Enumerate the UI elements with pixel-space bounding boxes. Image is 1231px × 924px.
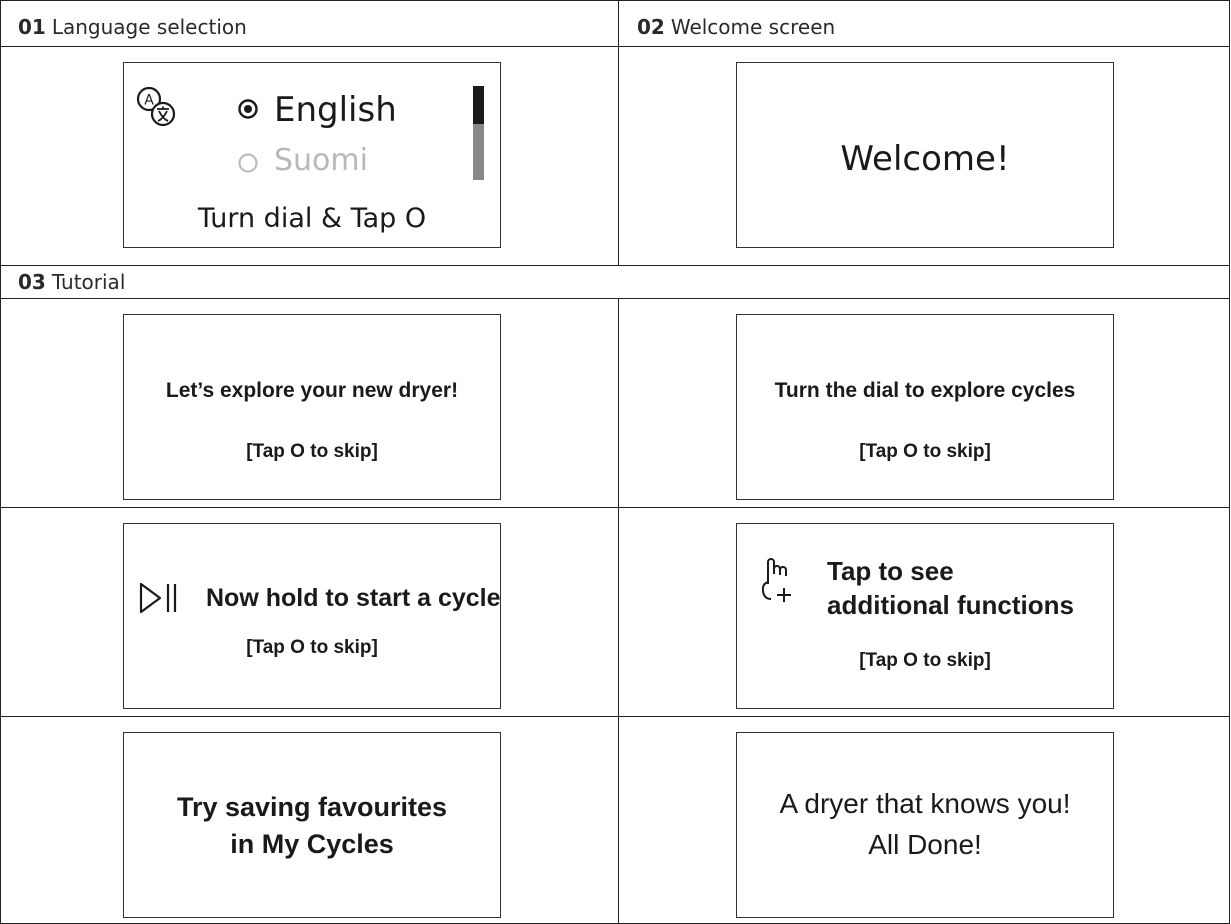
section-header-02	[619, 12, 835, 42]
section-header-03	[0, 267, 125, 297]
language-instruction: Turn dial & Tap O	[197, 203, 427, 234]
play-pause-icon	[138, 581, 186, 615]
table-border-right	[1229, 0, 1230, 924]
language-option-suomi[interactable]: Suomi	[274, 143, 368, 178]
table-border-top	[0, 0, 1230, 1]
svg-text:A: A	[144, 92, 154, 109]
skip-hint: [Tap O to skip]	[859, 441, 991, 462]
scrollbar-track[interactable]	[473, 86, 484, 180]
table-rule	[0, 716, 1230, 717]
radio-selected-icon	[237, 98, 259, 120]
welcome-text: Welcome!	[840, 139, 1010, 179]
section-number: 03	[18, 270, 46, 294]
table-rule	[0, 46, 1230, 47]
section-number: 01	[18, 15, 46, 39]
radio-english[interactable]	[237, 98, 259, 124]
skip-hint: [Tap O to skip]	[246, 637, 378, 658]
section-title: Tutorial	[51, 270, 126, 294]
skip-hint: [Tap O to skip]	[246, 441, 378, 462]
section-number: 02	[637, 15, 665, 39]
language-screen	[123, 62, 501, 248]
tutorial-screen-explore	[123, 314, 501, 500]
tutorial-text: Now hold to start a cycle	[206, 584, 501, 612]
table-rule	[0, 298, 1230, 299]
tutorial-screen-done	[736, 732, 1114, 918]
tutorial-text-line2: All Done!	[868, 829, 982, 860]
section-title: Welcome screen	[670, 15, 836, 39]
translate-icon	[134, 83, 186, 135]
tutorial-text-line1: A dryer that knows you!	[779, 788, 1071, 819]
tutorial-text-line1: Try saving favourites	[176, 792, 448, 822]
skip-hint: [Tap O to skip]	[859, 650, 991, 671]
section-header-01	[0, 12, 247, 42]
tutorial-text-line2: in My Cycles	[230, 829, 394, 859]
table-rule	[618, 298, 619, 924]
table-rule	[0, 265, 1230, 266]
tutorial-text: Turn the dial to explore cycles	[774, 379, 1076, 402]
radio-suomi[interactable]	[237, 152, 259, 178]
tutorial-screen-favourites	[123, 732, 501, 918]
tutorial-text-line2: additional functions	[827, 590, 1074, 620]
section-title: Language selection	[51, 15, 247, 39]
tutorial-text: Let’s explore your new dryer!	[165, 379, 459, 402]
scrollbar-thumb[interactable]	[473, 86, 484, 124]
table-rule	[0, 507, 1230, 508]
table-border-left	[0, 0, 1, 924]
tap-hand-icon	[759, 558, 795, 602]
tutorial-text-block	[827, 554, 1074, 622]
tutorial-screen-hold	[123, 523, 501, 709]
tutorial-screen-tap	[736, 523, 1114, 709]
welcome-screen	[736, 62, 1114, 248]
tutorial-text-line1: Tap to see	[827, 556, 954, 586]
language-option-english[interactable]: English	[274, 90, 397, 130]
tutorial-screen-dial	[736, 314, 1114, 500]
tutorial-text-block	[124, 789, 500, 863]
tutorial-text-block	[737, 783, 1113, 865]
radio-unselected-icon	[237, 152, 259, 174]
